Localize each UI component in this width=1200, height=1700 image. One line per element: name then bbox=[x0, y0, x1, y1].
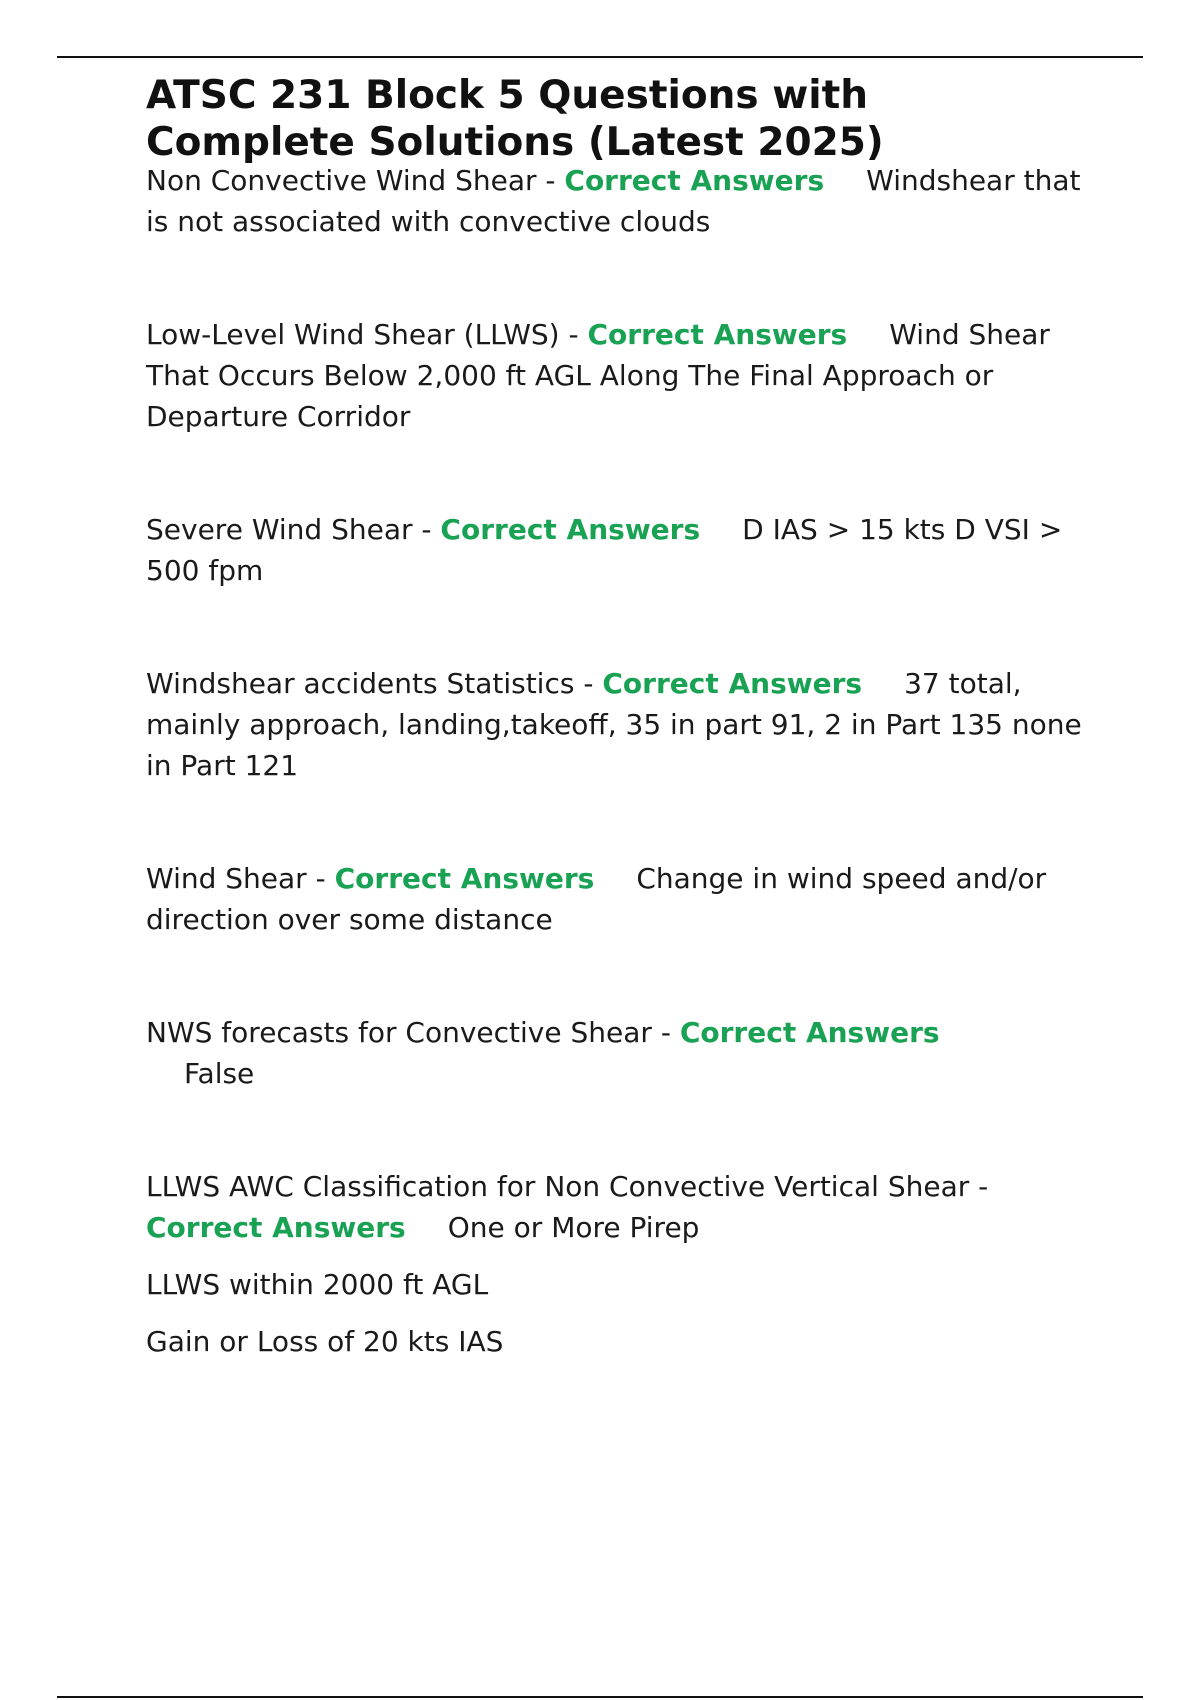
qa-item bbox=[146, 314, 1106, 437]
qa-item bbox=[146, 1166, 1106, 1248]
answer-continuation: LLWS within 2000 ft AGL bbox=[146, 1268, 489, 1301]
title-line-1: ATSC 231 Block 5 Questions with bbox=[146, 73, 869, 118]
qa-item bbox=[146, 663, 1106, 786]
answer-text: D IAS > 15 kts D VSI > 500 fpm bbox=[146, 513, 1063, 587]
answer-text: False bbox=[184, 1057, 255, 1090]
question-text: Wind Shear - bbox=[146, 862, 335, 895]
bottom-rule bbox=[57, 1696, 1143, 1698]
title-line-2: Complete Solutions (Latest 2025) bbox=[146, 120, 884, 165]
question-text: NWS forecasts for Convective Shear - bbox=[146, 1016, 680, 1049]
answer-continuation: Gain or Loss of 20 kts IAS bbox=[146, 1325, 504, 1358]
answer-label: Correct Answers bbox=[679, 1016, 940, 1049]
answer-label: Correct Answers bbox=[564, 164, 825, 197]
answer-text: One or More Pirep bbox=[447, 1211, 700, 1244]
answer-label: Correct Answers bbox=[602, 667, 863, 700]
qa-item bbox=[146, 1012, 1106, 1094]
question-text: Low-Level Wind Shear (LLWS) - bbox=[146, 318, 588, 351]
answer-text: Windshear that is not associated with convective clouds bbox=[146, 164, 1081, 238]
answer-label: Correct Answers bbox=[146, 1211, 406, 1244]
answer-text: Change in wind speed and/or direction over some distance bbox=[146, 862, 1047, 936]
qa-item bbox=[146, 858, 1106, 940]
document-body bbox=[146, 72, 1106, 1362]
question-text: Non Convective Wind Shear - bbox=[146, 164, 565, 197]
question-text: LLWS AWC Classification for Non Convective Vertical Shear - bbox=[146, 1170, 989, 1203]
answer-label: Correct Answers bbox=[587, 318, 848, 351]
qa-item bbox=[146, 160, 1106, 242]
question-text: Severe Wind Shear - bbox=[146, 513, 441, 546]
document-title bbox=[146, 72, 1106, 166]
answer-text: 37 total, mainly approach, landing,takeoff, 35 in part 91, 2 in Part 135 none in Part 121 bbox=[146, 667, 1082, 782]
qa-item bbox=[146, 509, 1106, 591]
answer-label: Correct Answers bbox=[440, 513, 701, 546]
question-text: Windshear accidents Statistics - bbox=[146, 667, 603, 700]
top-rule bbox=[57, 56, 1143, 58]
answer-label: Correct Answers bbox=[334, 862, 595, 895]
answer-text: Wind Shear That Occurs Below 2,000 ft AGL Along The Final Approach or Departure Corridor bbox=[146, 318, 1050, 433]
